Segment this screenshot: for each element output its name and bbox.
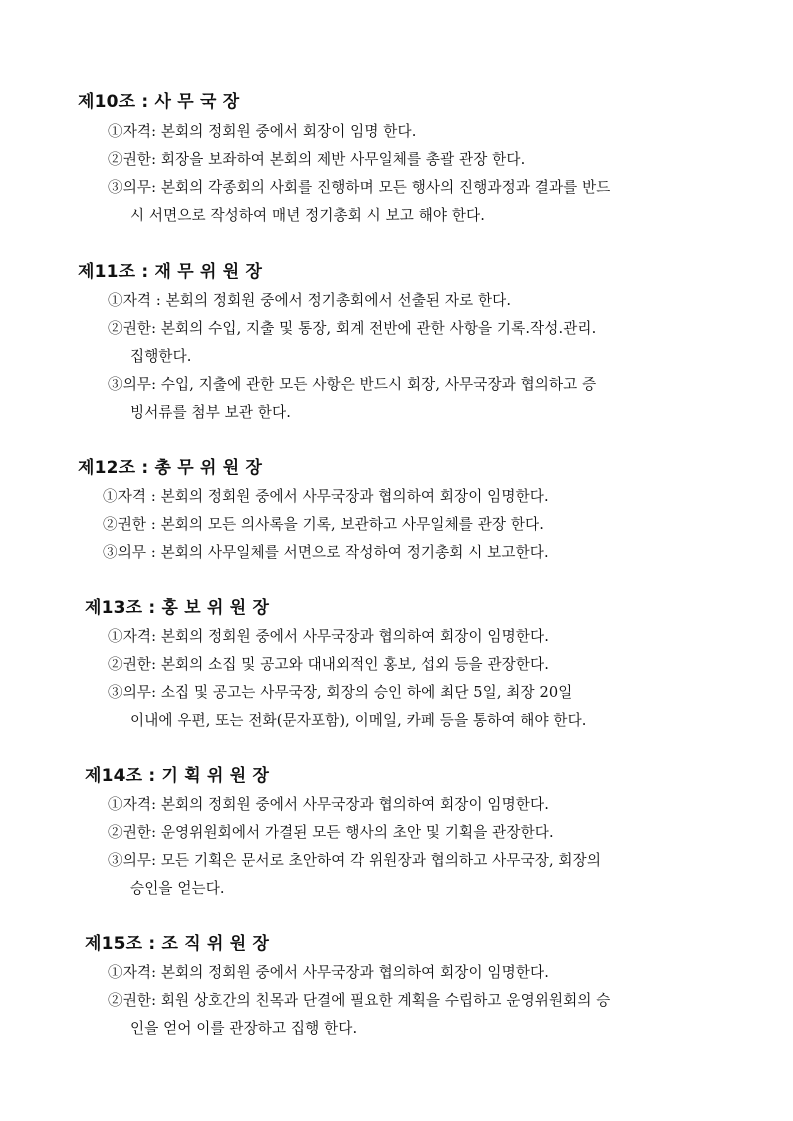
article-14-title: 제14조 : 기 획 위 원 장	[85, 766, 270, 786]
article-11-clause-1: ①자격 : 본회의 정회원 중에서 정기총회에서 선출된 자로 한다.	[108, 292, 512, 309]
article-14-clause-3: ③의무: 모든 기획은 문서로 초안하여 각 위원장과 협의하고 사무국장, 회장의	[108, 852, 602, 869]
article-12-clause-1: ①자격 : 본회의 정회원 중에서 사무국장과 협의하여 회장이 임명한다.	[103, 488, 549, 505]
article-15-title: 제15조 : 조 직 위 원 장	[85, 934, 270, 954]
article-15-clause-2-cont: 인을 얻어 이를 관장하고 집행 한다.	[130, 1020, 358, 1037]
article-15-clause-1: ①자격: 본회의 정회원 중에서 사무국장과 협의하여 회장이 임명한다.	[108, 964, 549, 981]
article-14-clause-1: ①자격: 본회의 정회원 중에서 사무국장과 협의하여 회장이 임명한다.	[108, 796, 549, 813]
article-12-clause-3: ③의무 : 본회의 사무일체를 서면으로 작성하여 정기총회 시 보고한다.	[103, 544, 549, 561]
article-12-title: 제12조 : 총 무 위 원 장	[78, 458, 263, 478]
article-15-clause-2: ②권한: 회원 상호간의 친목과 단결에 필요한 계획을 수립하고 운영위원회의 승	[108, 992, 611, 1009]
article-11-clause-3-cont: 빙서류를 첨부 보관 한다.	[130, 404, 291, 421]
article-11-title: 제11조 : 재 무 위 원 장	[78, 262, 263, 282]
article-13-title: 제13조 : 홍 보 위 원 장	[85, 598, 270, 618]
article-11-clause-2: ②권한: 본회의 수입, 지출 및 통장, 회계 전반에 관한 사항을 기록.작성.관리.	[108, 320, 597, 337]
article-10-clause-3: ③의무: 본회의 각종회의 사회를 진행하며 모든 행사의 진행과정과 결과를 반드	[108, 179, 611, 196]
article-11-clause-2-cont: 집행한다.	[130, 348, 192, 365]
article-10-clause-3-cont: 시 서면으로 작성하여 매년 정기총회 시 보고 해야 한다.	[130, 207, 485, 224]
article-10-clause-2: ②권한: 회장을 보좌하여 본회의 제반 사무일체를 총괄 관장 한다.	[108, 151, 526, 168]
article-13-clause-1: ①자격: 본회의 정회원 중에서 사무국장과 협의하여 회장이 임명한다.	[108, 628, 549, 645]
article-11-clause-3: ③의무: 수입, 지출에 관한 모든 사항은 반드시 회장, 사무국장과 협의하고 증	[108, 376, 597, 393]
article-13-clause-2: ②권한: 본회의 소집 및 공고와 대내외적인 홍보, 섭외 등을 관장한다.	[108, 656, 549, 673]
article-12-clause-2: ②권한 : 본회의 모든 의사록을 기록, 보관하고 사무일체를 관장 한다.	[103, 516, 544, 533]
article-14-clause-2: ②권한: 운영위원회에서 가결된 모든 행사의 초안 및 기획을 관장한다.	[108, 824, 554, 841]
article-14-clause-3-cont: 승인을 얻는다.	[130, 880, 225, 897]
article-13-clause-3: ③의무: 소집 및 공고는 사무국장, 회장의 승인 하에 최단 5일, 최장 20일	[108, 684, 573, 701]
article-10-clause-1: ①자격: 본회의 정회원 중에서 회장이 임명 한다.	[108, 123, 417, 140]
article-13-clause-3-cont: 이내에 우편, 또는 전화(문자포함), 이메일, 카페 등을 통하여 해야 한다.	[130, 712, 587, 729]
article-10-title: 제10조 : 사 무 국 장	[78, 92, 240, 112]
